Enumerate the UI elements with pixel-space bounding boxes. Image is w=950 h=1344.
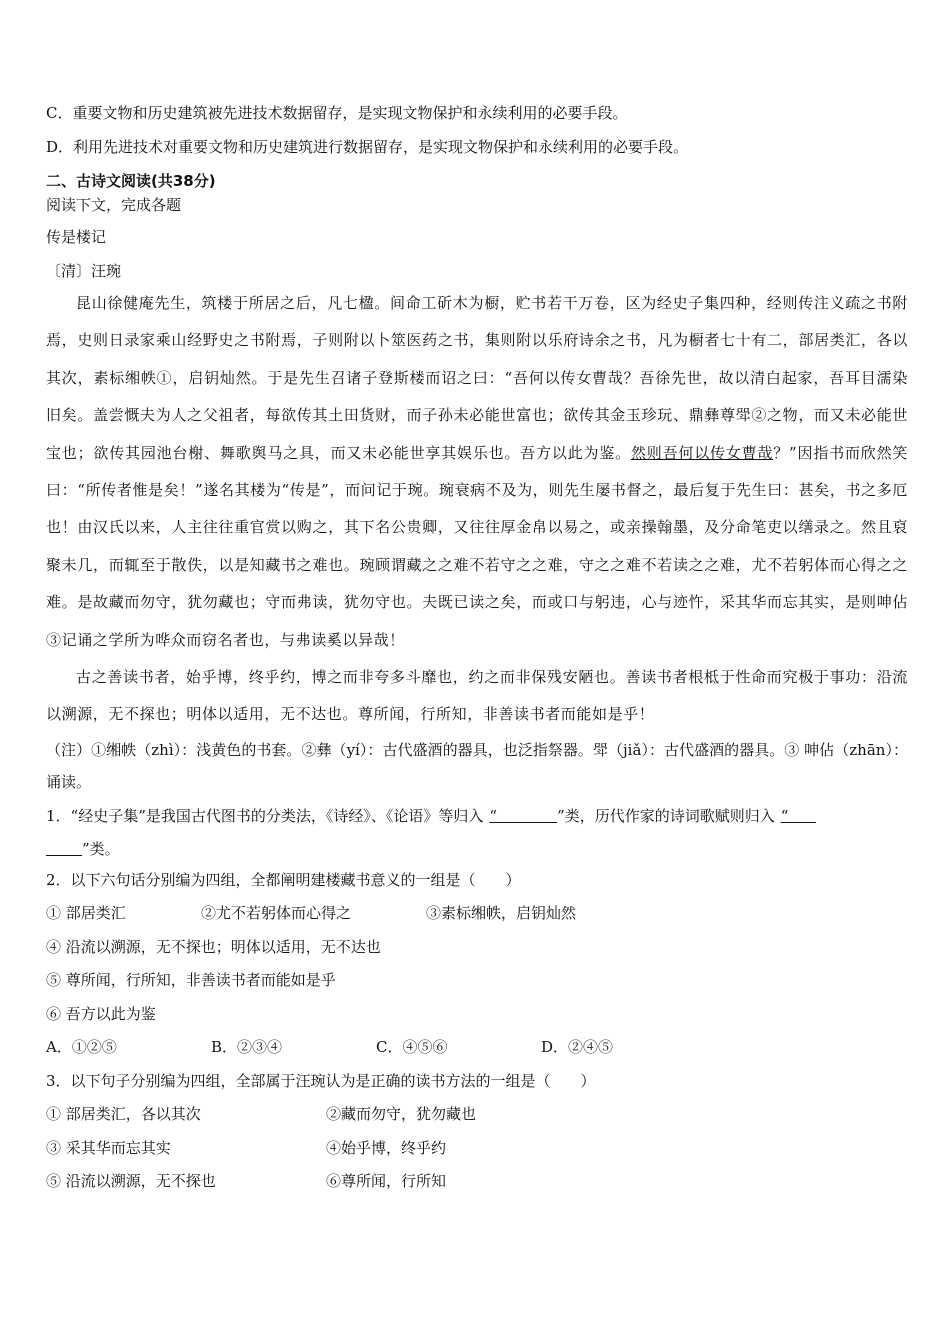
paragraph-1-text-cont: ？”因指书而欣然笑曰：“所传者惟是矣！”遂名其楼为“传是”，而问记于琬。琬衰病不及为，则先生屡书督之，最后复于先生曰：甚矣，书之多厄也！由汉氏以来，人主往往重官赏以购之，其下名公贵卿，又往往厚金帛以易之，或亲操翰墨，及分命笔吏以缮录之。然且裒聚未几，而辄至于散佚，以是知藏书之难也。琬顾谓藏之之难不若守之之难，守之之难不若读之之难，尤不若躬体而心得之之难。是故藏而勿守，犹勿藏也；守而弗读，犹勿守也。夫既已读之矣，而或口与躬违，心与迹忤，采其华而忘其实，是则呻佔③记诵之学所为哗众而窃名者也，与弗读奚以异哉！ bbox=[46, 443, 908, 649]
question-2-row-1 bbox=[46, 897, 908, 931]
quote-mark: “ bbox=[780, 806, 789, 825]
statement: ②尤不若躬体而心得之 bbox=[201, 904, 352, 923]
statement: ④始乎博，终乎约 bbox=[326, 1138, 447, 1157]
statement: ②藏而勿守，犹勿藏也 bbox=[326, 1105, 477, 1124]
document-page bbox=[46, 96, 908, 1199]
statement: ① 部居类汇，各以其次 bbox=[46, 1105, 201, 1124]
question-3-row-1 bbox=[46, 1098, 908, 1132]
question-1-text-end: ”类。 bbox=[82, 839, 120, 858]
statement: ③素标缃帙，启钥灿然 bbox=[426, 904, 577, 923]
quote-mark: “ bbox=[489, 806, 498, 825]
statement: ⑤ 沿流以溯源，无不探也 bbox=[46, 1172, 216, 1191]
article-author: 〔清〕汪琬 bbox=[46, 262, 122, 280]
question-2-stem: 2．以下六句话分别编为四组，全都阐明建楼藏书意义的一组是（ ） bbox=[46, 870, 521, 889]
statement: ④ 沿流以溯源，无不探也；明体以适用，无不达也 bbox=[46, 937, 381, 956]
question-1 bbox=[46, 798, 908, 834]
option-d-prev: D．利用先进技术对重要文物和历史建筑进行数据留存，是实现文物保护和永续利用的必要手段。 bbox=[46, 138, 689, 156]
statement: ⑥ 吾方以此为鉴 bbox=[46, 1004, 156, 1023]
question-3-row-3 bbox=[46, 1165, 908, 1199]
statement: ① 部居类汇 bbox=[46, 904, 126, 923]
article-title: 传是楼记 bbox=[46, 228, 107, 246]
section-instruction: 阅读下文，完成各题 bbox=[46, 196, 182, 214]
answer-blank-2b[interactable] bbox=[46, 840, 82, 856]
answer-blank-2a[interactable] bbox=[788, 807, 816, 823]
option-d[interactable]: D．②④⑤ bbox=[541, 1038, 614, 1057]
statement: ⑥尊所闻，行所知 bbox=[326, 1172, 447, 1191]
statement: ⑤ 尊所闻，行所知，非善读书者而能如是乎 bbox=[46, 971, 336, 990]
option-a[interactable]: A．①②⑤ bbox=[46, 1038, 117, 1057]
option-c-prev: C．重要文物和历史建筑被先进技术数据留存，是实现文物保护和永续利用的必要手段。 bbox=[46, 104, 628, 122]
option-c[interactable]: C．④⑤⑥ bbox=[376, 1038, 448, 1057]
paragraph-1-text: 昆山徐健庵先生，筑楼于所居之后，凡七楹。间命工斫木为橱，贮书若干万卷，区为经史子集四种，经则传注义疏之书附焉，史则日录家乘山经野史之书附焉，子则附以卜筮医药之书，集则附以乐府诗余之书，凡为橱者七十有二，部居类汇，各以其次，素标缃帙①，启钥灿然。于是先生召诸子登斯楼而诏之曰：“吾何以传女曹哉？吾徐先世，故以清白起家，吾耳目濡染旧矣。盖尝慨夫为人之父祖者，每欲传其土田货财，而子孙未必能世富也；欲传其金玉珍玩、鼎彝尊斝②之物，而又未必能世宝也；欲传其园池台榭、舞歌舆马之具，而又未必能世享其娱乐也。吾方以此为鉴。 bbox=[46, 294, 908, 462]
option-b[interactable]: B．②③④ bbox=[211, 1038, 283, 1057]
question-2-options bbox=[46, 1031, 908, 1065]
underlined-sentence: 然则吾何以传女曹哉 bbox=[630, 443, 774, 462]
statement: ③ 采其华而忘其实 bbox=[46, 1138, 171, 1157]
section-heading: 二、古诗文阅读(共38分) bbox=[46, 172, 216, 190]
question-1-text-mid: ”类，历代作家的诗词歌赋则归入 bbox=[557, 806, 775, 825]
annotation-note: （注）①缃帙（zhì）：浅黄色的书套。②彝（yí）：古代盛酒的器具，也泛指祭器。斝（jiǎ）：古代盛酒的器具。③ 呻佔（zhān）：诵读。 bbox=[46, 740, 908, 791]
question-3-stem: 3．以下句子分别编为四组，全部属于汪琬认为是正确的读书方法的一组是（ ） bbox=[46, 1071, 596, 1090]
question-1-text: 1．“经史子集”是我国古代图书的分类法，《诗经》、《论语》等归入 bbox=[46, 806, 484, 825]
answer-blank-1[interactable] bbox=[497, 807, 557, 823]
article-paragraph-2: 古之善读书者，始乎博，终乎约，博之而非夸多斗靡也，约之而非保残安陋也。善读书者根柢于性命而究极于事功：沿流以溯源，无不探也；明体以适用，无不达也。尊所闻，行所知，非善读书者而能如是乎！ bbox=[46, 668, 908, 724]
question-3-row-2 bbox=[46, 1132, 908, 1166]
question-1-cont bbox=[46, 834, 908, 864]
article-paragraph-1 bbox=[46, 285, 908, 659]
